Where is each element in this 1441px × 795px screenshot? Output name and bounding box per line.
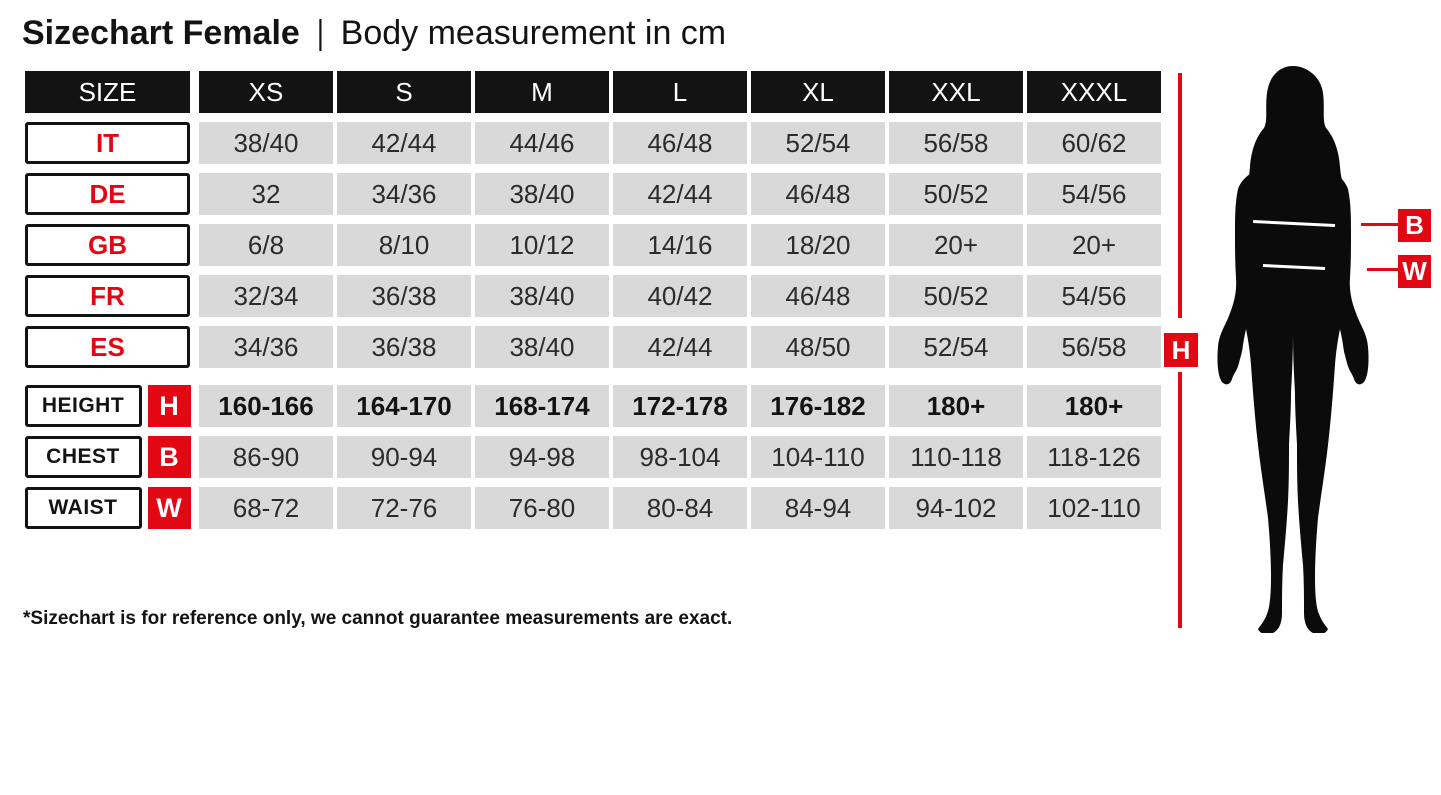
title-main: Sizechart Female <box>22 14 300 52</box>
title-subtitle: Body measurement in cm <box>340 14 727 52</box>
column-header: XXXL <box>1027 71 1161 113</box>
row-label-wrap <box>20 326 195 368</box>
row-label-wrap <box>20 224 195 266</box>
row-label-wrap <box>20 173 195 215</box>
waist-callout-line <box>1367 268 1398 271</box>
measurement-label-waist: WAIST <box>25 487 142 529</box>
height-measure-line-top <box>1178 73 1182 318</box>
size-cell: 42/44 <box>337 122 471 164</box>
row-label-it: IT <box>25 122 190 164</box>
measurement-table <box>20 385 1161 529</box>
measurement-cell: 102-110 <box>1027 487 1161 529</box>
size-cell: 32 <box>199 173 333 215</box>
measurement-label-wrap <box>20 385 195 427</box>
measurement-label-wrap <box>20 487 195 529</box>
title-separator: | <box>316 14 324 52</box>
measurement-cell: 72-76 <box>337 487 471 529</box>
size-cell: 44/46 <box>475 122 609 164</box>
size-cell: 38/40 <box>475 326 609 368</box>
size-cell: 46/48 <box>751 173 885 215</box>
size-cell: 40/42 <box>613 275 747 317</box>
size-cell: 38/40 <box>475 173 609 215</box>
row-label-fr: FR <box>25 275 190 317</box>
height-measure-line-bottom <box>1178 372 1182 628</box>
size-cell: 50/52 <box>889 275 1023 317</box>
chest-label: B <box>1398 209 1431 242</box>
measurement-cell: 68-72 <box>199 487 333 529</box>
measurement-cell: 164-170 <box>337 385 471 427</box>
size-cell: 60/62 <box>1027 122 1161 164</box>
size-cell: 10/12 <box>475 224 609 266</box>
measurement-cell: 180+ <box>1027 385 1161 427</box>
row-label-de: DE <box>25 173 190 215</box>
size-cell: 54/56 <box>1027 173 1161 215</box>
row-label-es: ES <box>25 326 190 368</box>
column-header: S <box>337 71 471 113</box>
measurement-cell: 110-118 <box>889 436 1023 478</box>
measurement-cell: 90-94 <box>337 436 471 478</box>
measurement-cell: 84-94 <box>751 487 885 529</box>
size-cell: 34/36 <box>337 173 471 215</box>
size-cell: 34/36 <box>199 326 333 368</box>
size-cell: 14/16 <box>613 224 747 266</box>
measurement-cell: 76-80 <box>475 487 609 529</box>
measurement-cell: 98-104 <box>613 436 747 478</box>
column-header: XXL <box>889 71 1023 113</box>
measurement-cell: 176-182 <box>751 385 885 427</box>
size-cell: 36/38 <box>337 326 471 368</box>
page-title <box>22 14 726 53</box>
measurement-cell: 94-98 <box>475 436 609 478</box>
row-label-gb: GB <box>25 224 190 266</box>
measurement-cell: 160-166 <box>199 385 333 427</box>
row-label-wrap <box>20 275 195 317</box>
size-header: SIZE <box>25 71 190 113</box>
measurement-letter-b: B <box>148 436 191 478</box>
size-cell: 38/40 <box>199 122 333 164</box>
measurement-label-chest: CHEST <box>25 436 142 478</box>
size-cell: 36/38 <box>337 275 471 317</box>
measurement-cell: 86-90 <box>199 436 333 478</box>
height-label: H <box>1164 333 1198 367</box>
measurement-cell: 94-102 <box>889 487 1023 529</box>
size-cell: 52/54 <box>751 122 885 164</box>
size-cell: 42/44 <box>613 173 747 215</box>
size-header-wrap <box>20 71 195 113</box>
size-cell: 46/48 <box>751 275 885 317</box>
column-header: XS <box>199 71 333 113</box>
size-cell: 56/58 <box>889 122 1023 164</box>
measurement-label-wrap <box>20 436 195 478</box>
size-cell: 20+ <box>1027 224 1161 266</box>
column-header: M <box>475 71 609 113</box>
female-silhouette-icon <box>1205 63 1375 633</box>
measurement-cell: 118-126 <box>1027 436 1161 478</box>
size-cell: 46/48 <box>613 122 747 164</box>
size-cell: 50/52 <box>889 173 1023 215</box>
measurement-cell: 172-178 <box>613 385 747 427</box>
measurement-cell: 104-110 <box>751 436 885 478</box>
size-table <box>20 71 1161 368</box>
measurement-letter-w: W <box>148 487 191 529</box>
measurement-label-height: HEIGHT <box>25 385 142 427</box>
waist-label: W <box>1398 255 1431 288</box>
size-cell: 48/50 <box>751 326 885 368</box>
column-header: L <box>613 71 747 113</box>
size-cell: 42/44 <box>613 326 747 368</box>
size-cell: 20+ <box>889 224 1023 266</box>
row-label-wrap <box>20 122 195 164</box>
measurement-cell: 180+ <box>889 385 1023 427</box>
size-cell: 6/8 <box>199 224 333 266</box>
size-cell: 32/34 <box>199 275 333 317</box>
measurement-cell: 80-84 <box>613 487 747 529</box>
measurement-cell: 168-174 <box>475 385 609 427</box>
measurement-letter-h: H <box>148 385 191 427</box>
size-cell: 56/58 <box>1027 326 1161 368</box>
size-cell: 8/10 <box>337 224 471 266</box>
size-cell: 18/20 <box>751 224 885 266</box>
size-cell: 52/54 <box>889 326 1023 368</box>
chest-callout-line <box>1361 223 1398 226</box>
size-cell: 54/56 <box>1027 275 1161 317</box>
footnote: *Sizechart is for reference only, we cannot guarantee measurements are exact. <box>23 608 733 629</box>
size-cell: 38/40 <box>475 275 609 317</box>
column-header: XL <box>751 71 885 113</box>
